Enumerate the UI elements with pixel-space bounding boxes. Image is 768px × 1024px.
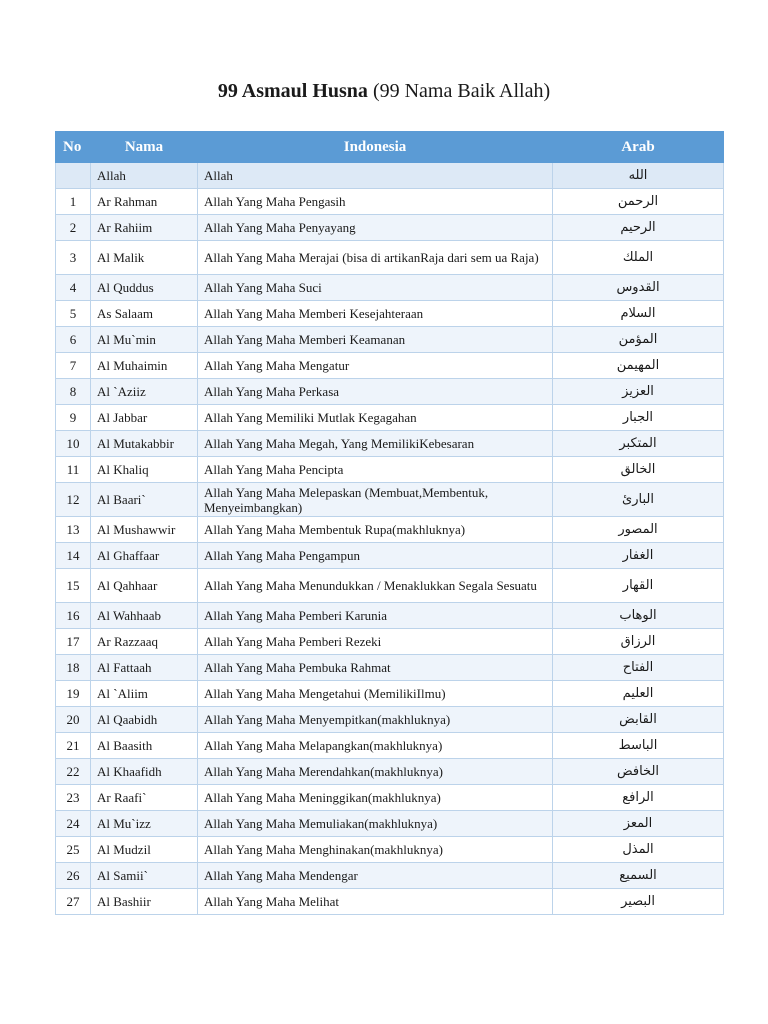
cell-indonesia: Allah Yang Maha Pemberi Karunia: [198, 603, 553, 629]
cell-nama: Al Ghaffaar: [91, 543, 198, 569]
table-row: [56, 759, 724, 785]
cell-no: 12: [56, 483, 91, 517]
cell-no: 2: [56, 215, 91, 241]
cell-nama: Al Muhaimin: [91, 353, 198, 379]
cell-indonesia: Allah Yang Maha Megah, Yang MemilikiKebesaran: [198, 431, 553, 457]
cell-nama: Allah: [91, 163, 198, 189]
cell-arab: المهيمن: [553, 353, 724, 379]
cell-no: 15: [56, 569, 91, 603]
cell-arab: الرحمن: [553, 189, 724, 215]
cell-nama: Al Qahhaar: [91, 569, 198, 603]
table-row: [56, 707, 724, 733]
cell-arab: المعز: [553, 811, 724, 837]
cell-arab: الجبار: [553, 405, 724, 431]
cell-indonesia: Allah Yang Maha Mengatur: [198, 353, 553, 379]
cell-nama: Al Jabbar: [91, 405, 198, 431]
cell-no: 21: [56, 733, 91, 759]
title-bold: 99 Asmaul Husna: [217, 80, 368, 102]
cell-arab: القدوس: [553, 275, 724, 301]
cell-no: 25: [56, 837, 91, 863]
cell-nama: Al Wahhaab: [91, 603, 198, 629]
header-no: No: [56, 132, 91, 163]
cell-indonesia: Allah Yang Maha Pengasih: [198, 189, 553, 215]
cell-indonesia: Allah Yang Maha Pemberi Rezeki: [198, 629, 553, 655]
cell-nama: Al Mu`min: [91, 327, 198, 353]
cell-nama: Al `Aliim: [91, 681, 198, 707]
table-row: [56, 457, 724, 483]
cell-indonesia: Allah Yang Maha Mengetahui (MemilikiIlmu): [198, 681, 553, 707]
cell-no: 19: [56, 681, 91, 707]
table-row: [56, 241, 724, 275]
header-nama: Nama: [91, 132, 198, 163]
table-row: [56, 655, 724, 681]
cell-no: 14: [56, 543, 91, 569]
cell-arab: العزيز: [553, 379, 724, 405]
table-row: [56, 405, 724, 431]
table-row: [56, 629, 724, 655]
table-row: [56, 275, 724, 301]
cell-indonesia: Allah Yang Memiliki Mutlak Kegagahan: [198, 405, 553, 431]
cell-arab: الرافع: [553, 785, 724, 811]
cell-arab: الباسط: [553, 733, 724, 759]
cell-arab: القهار: [553, 569, 724, 603]
title-rest: (99 Nama Baik Allah): [367, 80, 551, 102]
cell-no: 7: [56, 353, 91, 379]
cell-arab: المؤمن: [553, 327, 724, 353]
header-row: [56, 132, 724, 163]
table-row: [56, 733, 724, 759]
table-row: [56, 569, 724, 603]
cell-nama: Al Baari`: [91, 483, 198, 517]
cell-nama: Ar Rahman: [91, 189, 198, 215]
table-row: [56, 603, 724, 629]
table-row: [56, 681, 724, 707]
asmaul-husna-table: [55, 131, 724, 915]
cell-no: 16: [56, 603, 91, 629]
table-row: [56, 837, 724, 863]
cell-nama: As Salaam: [91, 301, 198, 327]
cell-no: 26: [56, 863, 91, 889]
cell-no: 11: [56, 457, 91, 483]
table-row: [56, 863, 724, 889]
cell-indonesia: Allah Yang Maha Pengampun: [198, 543, 553, 569]
cell-nama: Al Bashiir: [91, 889, 198, 915]
cell-indonesia: Allah Yang Maha Mendengar: [198, 863, 553, 889]
cell-indonesia: Allah Yang Maha Memuliakan(makhluknya): [198, 811, 553, 837]
cell-nama: Al Qaabidh: [91, 707, 198, 733]
cell-no: 20: [56, 707, 91, 733]
cell-arab: المذل: [553, 837, 724, 863]
cell-arab: البصير: [553, 889, 724, 915]
cell-arab: المصور: [553, 517, 724, 543]
cell-indonesia: Allah Yang Maha Suci: [198, 275, 553, 301]
cell-no: 3: [56, 241, 91, 275]
cell-nama: Al Mu`izz: [91, 811, 198, 837]
cell-no: [56, 163, 91, 189]
cell-arab: الغفار: [553, 543, 724, 569]
cell-arab: الله: [553, 163, 724, 189]
cell-arab: القابض: [553, 707, 724, 733]
table-body: [56, 163, 724, 915]
cell-arab: الخافض: [553, 759, 724, 785]
cell-nama: Al Mutakabbir: [91, 431, 198, 457]
cell-no: 22: [56, 759, 91, 785]
cell-arab: الملك: [553, 241, 724, 275]
cell-indonesia: Allah Yang Maha Memberi Keamanan: [198, 327, 553, 353]
page-title: [0, 78, 768, 104]
cell-no: 23: [56, 785, 91, 811]
cell-indonesia: Allah Yang Maha Memberi Kesejahteraan: [198, 301, 553, 327]
cell-nama: Al Fattaah: [91, 655, 198, 681]
cell-arab: الخالق: [553, 457, 724, 483]
cell-arab: الرحيم: [553, 215, 724, 241]
cell-indonesia: Allah Yang Maha Menundukkan / Menaklukkan Segala Sesuatu: [198, 569, 553, 603]
cell-indonesia: Allah: [198, 163, 553, 189]
cell-nama: Al Mudzil: [91, 837, 198, 863]
cell-indonesia: Allah Yang Maha Pencipta: [198, 457, 553, 483]
cell-arab: المتكبر: [553, 431, 724, 457]
cell-nama: Al Khaafidh: [91, 759, 198, 785]
cell-no: 24: [56, 811, 91, 837]
cell-indonesia: Allah Yang Maha Perkasa: [198, 379, 553, 405]
cell-nama: Ar Razzaaq: [91, 629, 198, 655]
table-row: [56, 327, 724, 353]
cell-no: 10: [56, 431, 91, 457]
cell-no: 6: [56, 327, 91, 353]
cell-nama: Al Quddus: [91, 275, 198, 301]
table-row: [56, 785, 724, 811]
cell-indonesia: Allah Yang Maha Merendahkan(makhluknya): [198, 759, 553, 785]
cell-arab: البارئ: [553, 483, 724, 517]
table-row: [56, 543, 724, 569]
table-row: [56, 215, 724, 241]
cell-indonesia: Allah Yang Maha Melihat: [198, 889, 553, 915]
cell-nama: Ar Rahiim: [91, 215, 198, 241]
cell-indonesia: Allah Yang Maha Merajai (bisa di artikanRaja dari sem ua Raja): [198, 241, 553, 275]
cell-indonesia: Allah Yang Maha Meninggikan(makhluknya): [198, 785, 553, 811]
cell-arab: الفتاح: [553, 655, 724, 681]
table-row: [56, 811, 724, 837]
cell-indonesia: Allah Yang Maha Membentuk Rupa(makhluknya): [198, 517, 553, 543]
cell-no: 5: [56, 301, 91, 327]
table-row: [56, 353, 724, 379]
cell-nama: Al Malik: [91, 241, 198, 275]
cell-no: 9: [56, 405, 91, 431]
table-header: [56, 132, 724, 163]
cell-no: 27: [56, 889, 91, 915]
cell-no: 8: [56, 379, 91, 405]
cell-arab: العليم: [553, 681, 724, 707]
cell-no: 1: [56, 189, 91, 215]
cell-no: 17: [56, 629, 91, 655]
cell-arab: السميع: [553, 863, 724, 889]
table-row: [56, 301, 724, 327]
table-row: [56, 431, 724, 457]
table-row: [56, 163, 724, 189]
cell-no: 13: [56, 517, 91, 543]
cell-no: 18: [56, 655, 91, 681]
header-indonesia: Indonesia: [198, 132, 553, 163]
cell-nama: Al `Aziiz: [91, 379, 198, 405]
cell-arab: الوهاب: [553, 603, 724, 629]
cell-no: 4: [56, 275, 91, 301]
table-row: [56, 483, 724, 517]
table-row: [56, 189, 724, 215]
cell-nama: Al Baasith: [91, 733, 198, 759]
table-row: [56, 889, 724, 915]
cell-arab: الرزاق: [553, 629, 724, 655]
table-row: [56, 379, 724, 405]
cell-indonesia: Allah Yang Maha Menyempitkan(makhluknya): [198, 707, 553, 733]
header-arab: Arab: [553, 132, 724, 163]
cell-indonesia: Allah Yang Maha Melepaskan (Membuat,Membentuk, Menyeimbangkan): [198, 483, 553, 517]
cell-indonesia: Allah Yang Maha Penyayang: [198, 215, 553, 241]
cell-indonesia: Allah Yang Maha Menghinakan(makhluknya): [198, 837, 553, 863]
cell-indonesia: Allah Yang Maha Melapangkan(makhluknya): [198, 733, 553, 759]
cell-nama: Ar Raafi`: [91, 785, 198, 811]
cell-indonesia: Allah Yang Maha Pembuka Rahmat: [198, 655, 553, 681]
cell-nama: Al Samii`: [91, 863, 198, 889]
cell-nama: Al Khaliq: [91, 457, 198, 483]
table-row: [56, 517, 724, 543]
cell-nama: Al Mushawwir: [91, 517, 198, 543]
cell-arab: السلام: [553, 301, 724, 327]
